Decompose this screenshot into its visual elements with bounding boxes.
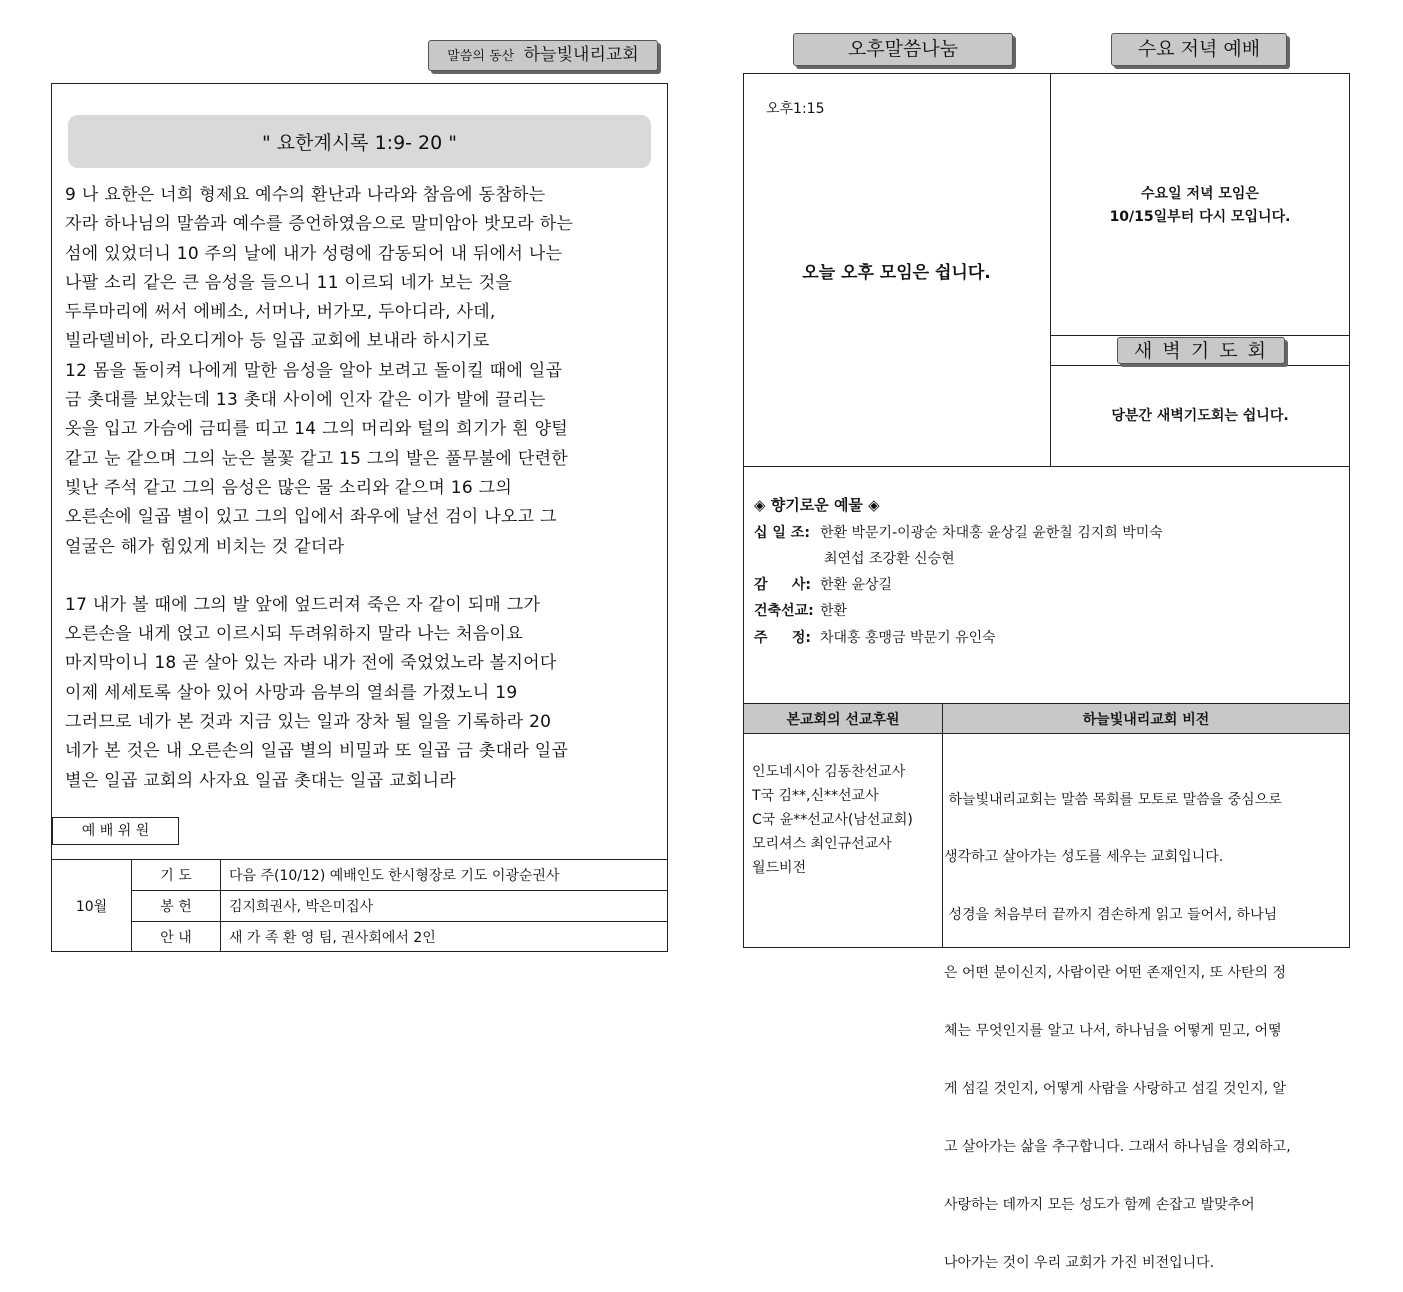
month-text: 10월 [75,898,108,915]
duty-detail-text: 다음 주(10/12) 예배인도 한시형장로 기도 이광순권사 [229,868,560,884]
committee-label [52,817,179,845]
header-tag-small: 말씀의 동산 [447,49,515,64]
duty-detail-usher [220,921,668,952]
afternoon-notice-text: 오늘 오후 모임은 쉽니다. [802,263,991,283]
duty-detail-offering [220,890,668,922]
scripture-line: 얼굴은 해가 힘있게 비치는 것 같더라 [65,536,345,557]
header-tag [428,40,658,71]
offering-label: 십 일 조: [754,525,810,541]
dawn-prayer-tag-text: 새 벽 기 도 회 [1134,340,1268,362]
offering-row-tithe-cont [824,549,955,569]
afternoon-notice [743,258,1050,283]
offering-names: 한환 박문기-이광순 차대홍 윤상길 윤한칠 김지희 박미숙 [820,525,1163,541]
duty-role-text: 기 도 [160,868,192,884]
scripture-line: 두루마리에 써서 에베소, 서머나, 버가모, 두아디라, 사데, [65,302,496,323]
scripture-line: 네가 본 것은 내 오른손의 일곱 별의 비밀과 또 일곱 금 촛대라 일곱 [65,741,569,762]
missionary-item: T국 김**,신**선교사 [752,788,879,804]
scripture-line: 빌라델비아, 라오디게아 등 일곱 교회에 보내라 하시기로 [65,331,490,352]
wednesday-notice-line: 10/15일부터 다시 모입니다. [1109,209,1291,225]
duty-role-offering [131,890,221,922]
duty-detail-text: 새 가 족 환 영 팀, 권사회에서 2인 [229,929,436,946]
offering-row-tithe [754,523,1163,543]
offering-label: 감 사: [754,577,812,593]
offering-names: 한환 [820,603,848,619]
scripture-line: 9 나 요한은 너희 형제요 예수의 환난과 나라와 참음에 동참하는 [65,185,546,205]
wednesday-tag-text: 수요 저녁 예배 [1137,38,1261,60]
dawn-notice-text: 당분간 새벽기도회는 쉽니다. [1111,408,1289,424]
offering-title [754,494,880,515]
missionary-item: 월드비전 [752,860,807,876]
offering-title-text: ◈ 향기로운 예물 ◈ [754,496,880,514]
missionary-item: 인도네시아 김동찬선교사 [752,764,906,780]
wednesday-notice [1050,183,1350,229]
vision-text [944,752,1348,1292]
vision-header [942,703,1350,734]
scripture-line: 같고 눈 같으며 그의 눈은 불꽃 같고 15 그의 발은 풀무불에 단련한 [65,448,569,469]
scripture-line: 이제 세세토록 살아 있어 사망과 음부의 열쇠를 가졌노니 19 [65,682,518,703]
wednesday-tag [1111,33,1287,66]
missionary-item: 모리셔스 최인규선교사 [752,836,892,852]
scripture-line: 마지막이니 18 곧 살아 있는 자라 내가 전에 죽었었노라 볼지어다 [65,653,557,674]
committee-label-text: 예 배 위 원 [81,823,150,839]
header-tag-church: 하늘빛내리교회 [523,45,639,65]
scripture-line: 오른손에 일곱 별이 있고 그의 입에서 좌우에 날선 검이 나오고 그 [65,507,557,528]
scripture-line: 금 촛대를 보았는데 13 촛대 사이에 인자 같은 이가 발에 끌리는 [65,390,546,411]
scripture-line: 섬에 있었더니 10 주의 날에 내가 성령에 감동되어 내 뒤에서 나는 [65,243,563,264]
duty-detail-text: 김지희권사, 박은미집사 [229,899,374,915]
offering-label: 주 정: [754,630,812,646]
missionary-item: C국 윤**선교사(남선교회) [752,812,913,828]
scripture-line: 나팔 소리 같은 큰 음성을 들으니 11 이르되 네가 보는 것을 [65,272,513,293]
vision-line: 은 어떤 분이신지, 사람이란 어떤 존재인지, 또 사탄의 정 [944,965,1287,982]
vision-line: 하늘빛내리교회는 말씀 목회를 모토로 말씀을 중심으로 [944,791,1282,808]
afternoon-tag [793,33,1013,66]
vision-line: 체는 무엇인지를 알고 나서, 하나님을 어떻게 믿고, 어떻 [944,1023,1282,1040]
duty-role-text: 봉 헌 [160,899,192,915]
duty-role-prayer [131,859,221,891]
dawn-prayer-tag [1117,337,1285,364]
vision-line: 생각하고 살아가는 성도를 세우는 교회입니다. [944,849,1224,866]
vision-line: 게 섬길 것인지, 어떻게 사람을 사랑하고 섬길 것인지, 알 [944,1081,1287,1098]
panel-divider-h2 [1050,365,1350,366]
offering-names: 한환 윤상길 [820,577,893,593]
wednesday-notice-line: 수요일 저녁 모임은 [1141,186,1259,202]
mission-header-text: 본교회의 선교후원 [786,711,900,728]
offering-names: 최연섭 조강환 신승현 [824,551,955,567]
scripture-title-bar [68,115,651,168]
offering-row-monthly [754,628,996,648]
missionary-list [752,760,913,880]
vision-line: 나아가는 것이 우리 교회가 가진 비전입니다. [944,1254,1215,1271]
vision-header-text: 하늘빛내리교회 비전 [1082,711,1210,728]
scripture-line: 옷을 입고 가슴에 금띠를 띠고 14 그의 머리와 털의 희기가 흰 양털 [65,419,569,440]
scripture-line: 오른손을 내게 얹고 이르시되 두려워하지 말라 나는 처음이요 [65,624,523,645]
offering-label: 건축선교: [754,603,814,619]
vision-line: 사랑하는 데까지 모든 성도가 함께 손잡고 발맞추어 [944,1196,1255,1213]
scripture-line: 17 내가 볼 때에 그의 발 앞에 엎드러져 죽은 자 같이 되매 그가 [65,594,541,615]
scripture-text [65,181,665,796]
duty-role-usher [131,921,221,952]
scripture-line: 12 몸을 돌이켜 나에게 말한 음성을 알아 보려고 돌이킬 때에 일곱 [65,360,563,381]
dawn-notice [1050,405,1350,425]
offering-names: 차대홍 홍맹금 박문기 유인숙 [820,630,996,646]
offering-row-building [754,601,847,621]
scripture-line: 별은 일곱 교회의 사자요 일곱 촛대는 일곱 교회니라 [65,770,457,791]
offering-row-thanks [754,575,892,595]
vision-line: 고 살아가는 삶을 추구합니다. 그래서 하나님을 경외하고, [944,1138,1291,1155]
scripture-line: 자라 하나님의 말씀과 예수를 증언하였음으로 말미암아 밧모라 하는 [65,214,574,235]
month-cell [51,859,132,952]
afternoon-time-text: 오후1:15 [766,101,825,117]
mission-header [743,703,943,734]
afternoon-time [766,98,825,118]
scripture-line: 그러므로 네가 본 것과 지금 있는 일과 장차 될 일을 기록하라 20 [65,712,552,733]
afternoon-tag-text: 오후말씀나눔 [847,38,959,60]
vision-line: 성경을 처음부터 끝까지 겸손하게 읽고 들어서, 하나님 [944,907,1278,924]
duty-role-text: 안 내 [160,929,192,946]
duty-detail-prayer [220,859,668,891]
panel-divider-h1 [1050,335,1350,336]
scripture-line: 빛난 주석 같고 그의 음성은 많은 물 소리와 같으며 16 그의 [65,477,513,498]
scripture-title: " 요한계시록 1:9- 20 " [261,132,458,154]
